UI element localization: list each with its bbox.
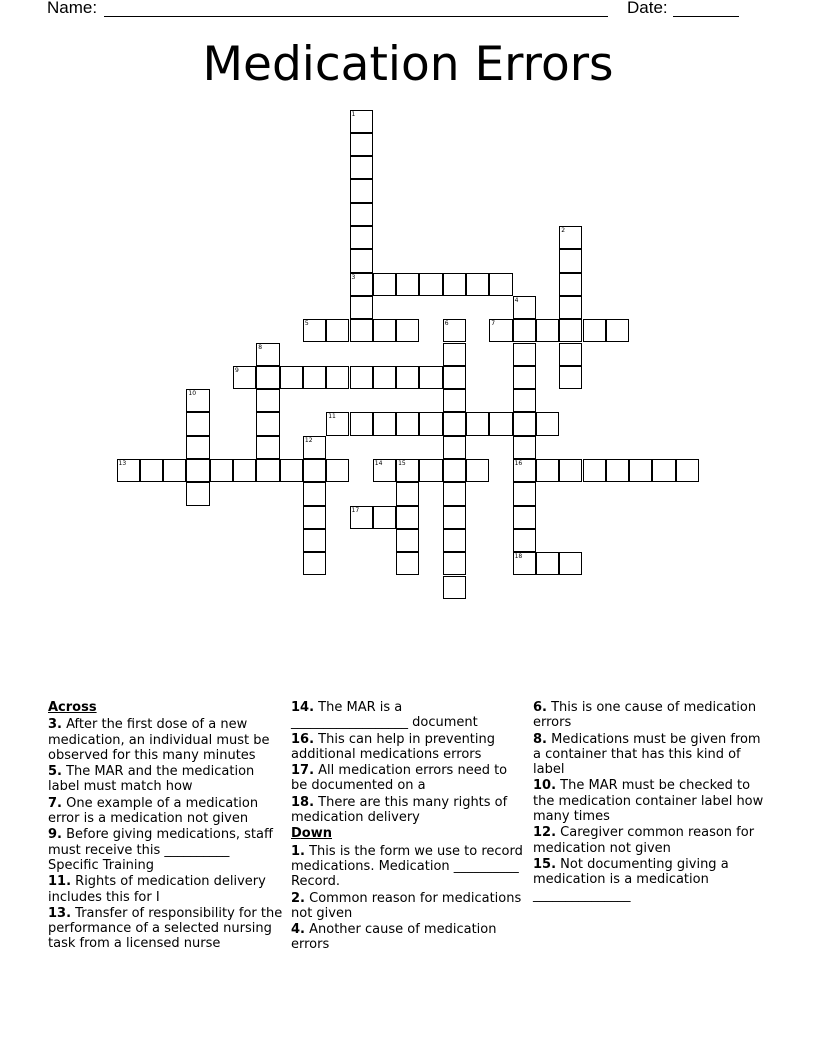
crossword-cell[interactable]: [513, 412, 536, 435]
crossword-cell[interactable]: [303, 459, 326, 482]
clue-number: 10: [188, 390, 197, 398]
crossword-cell[interactable]: [559, 459, 582, 482]
clues-column-2: [291, 700, 523, 954]
crossword-cell[interactable]: [513, 296, 536, 319]
clue-item-text: This is the form we use to record medications. Medication __________ Record.: [291, 843, 523, 890]
clue-number: 1: [351, 110, 356, 118]
clue-item-text: Common reason for medications not given: [291, 890, 522, 921]
crossword-cell[interactable]: [419, 459, 442, 482]
crossword-cell[interactable]: [303, 319, 326, 342]
clue-item: [533, 700, 769, 731]
crossword-cell[interactable]: [396, 319, 419, 342]
clue-item: [48, 764, 284, 795]
crossword-cell[interactable]: [186, 412, 209, 435]
crossword-cell[interactable]: [559, 226, 582, 249]
crossword-cell[interactable]: [489, 412, 512, 435]
crossword-cell[interactable]: [326, 412, 349, 435]
crossword-cell[interactable]: [559, 296, 582, 319]
clue-number: 11: [328, 413, 336, 421]
clue-item: [533, 778, 769, 824]
clue-item-number: 15.: [533, 856, 557, 872]
across-clue-list: [48, 717, 284, 951]
crossword-cell[interactable]: [350, 133, 373, 156]
crossword-cell[interactable]: [186, 459, 209, 482]
crossword-cell[interactable]: [326, 459, 349, 482]
clue-item-text: This can help in preventing additional medications errors: [291, 731, 496, 762]
clue-item-text: Medications must be given from a container that has this kind of label: [533, 731, 761, 778]
clue-item: [291, 844, 523, 890]
crossword-cell[interactable]: [443, 529, 466, 552]
crossword-cell[interactable]: [676, 459, 699, 482]
clue-item-text: The MAR must be checked to the medication container label how many times: [533, 778, 764, 825]
clue-number: 7: [491, 320, 496, 328]
clue-item: [291, 700, 523, 731]
clue-item-text: All medication errors need to be documented on a: [291, 763, 508, 794]
clue-item-text: The MAR is a __________________ document: [291, 700, 478, 731]
clue-number: 15: [398, 460, 406, 467]
clue-item-number: 10.: [533, 778, 557, 794]
crossword-cell[interactable]: [513, 389, 536, 412]
clue-item-text: The MAR and the medication label must match how: [48, 764, 255, 795]
clue-number: 16: [514, 460, 523, 467]
clue-item: [48, 717, 284, 763]
name-label: Name:: [47, 0, 98, 17]
clues-column-1: [48, 700, 284, 953]
crossword-cell[interactable]: [419, 366, 442, 389]
clue-item-text: Caregiver common reason for medication not given: [533, 825, 755, 856]
clue-number: 3: [351, 273, 356, 281]
crossword-cell[interactable]: [536, 412, 559, 435]
crossword-cell[interactable]: [117, 459, 140, 482]
clue-item: [533, 825, 769, 856]
clue-item-number: 3.: [48, 717, 62, 733]
clue-item-number: 5.: [48, 764, 62, 780]
crossword-cell[interactable]: [419, 412, 442, 435]
crossword-cell[interactable]: [419, 273, 442, 296]
clue-item: [291, 732, 523, 763]
date-label: Date:: [627, 0, 668, 17]
crossword-cell[interactable]: [443, 506, 466, 529]
crossword-cell[interactable]: [350, 110, 373, 133]
clue-item: [291, 763, 523, 794]
crossword-cell[interactable]: [233, 366, 256, 389]
crossword-cell[interactable]: [350, 366, 373, 389]
crossword-cell[interactable]: [163, 459, 186, 482]
crossword-cell[interactable]: [513, 366, 536, 389]
crossword-cell[interactable]: [350, 156, 373, 179]
crossword-cell[interactable]: [326, 319, 349, 342]
crossword-cell[interactable]: [233, 459, 256, 482]
crossword-cell[interactable]: [513, 436, 536, 459]
clue-item-number: 13.: [48, 905, 72, 921]
crossword-cell[interactable]: [280, 366, 303, 389]
crossword-cell[interactable]: [629, 459, 652, 482]
crossword-cell[interactable]: [559, 343, 582, 366]
crossword-cell[interactable]: [536, 459, 559, 482]
crossword-cell[interactable]: [280, 459, 303, 482]
crossword-cell[interactable]: [652, 459, 675, 482]
clue-number: 2: [561, 227, 566, 234]
crossword-cell[interactable]: [140, 459, 163, 482]
crossword-cell[interactable]: [513, 506, 536, 529]
crossword-cell[interactable]: [350, 203, 373, 226]
clue-item-number: 9.: [48, 827, 62, 843]
crossword-cell[interactable]: [559, 366, 582, 389]
clues-column-3: [533, 700, 769, 904]
crossword-cell[interactable]: [396, 366, 419, 389]
clue-item-text: One example of a medication error is a medication not given: [48, 795, 259, 827]
crossword-cell[interactable]: [326, 366, 349, 389]
crossword-cell[interactable]: [513, 459, 536, 482]
clue-item-text: After the first dose of a new medication, an individual must be observed for this many minutes: [48, 717, 270, 763]
crossword-cell[interactable]: [303, 436, 326, 459]
down-heading: Down: [291, 826, 332, 842]
down-clue-list: [291, 844, 523, 953]
clue-item: [48, 906, 284, 952]
crossword-cell[interactable]: [373, 366, 396, 389]
clue-number: 12: [304, 436, 313, 444]
crossword-cell[interactable]: [303, 482, 326, 505]
clue-item-text: Another cause of medication errors: [291, 922, 497, 953]
crossword-cell[interactable]: [350, 319, 373, 342]
crossword-cell[interactable]: [443, 576, 466, 599]
page-title: Medication Errors: [202, 37, 614, 92]
clue-number: 9: [235, 366, 239, 374]
crossword-cell[interactable]: [559, 249, 582, 272]
crossword-cell[interactable]: [536, 319, 559, 342]
clue-item-text: This is one cause of medication errors: [533, 700, 757, 731]
crossword-cell[interactable]: [350, 179, 373, 202]
clue-item-number: 1.: [291, 843, 305, 859]
clue-item-number: 6.: [533, 700, 547, 715]
clue-number: 17: [351, 506, 360, 514]
crossword-cell[interactable]: [186, 389, 209, 412]
crossword-cell[interactable]: [443, 436, 466, 459]
crossword-cell[interactable]: [303, 506, 326, 529]
clue-item: [48, 874, 284, 905]
crossword-cell[interactable]: [303, 552, 326, 575]
clue-number: 5: [304, 320, 309, 328]
crossword-cell[interactable]: [443, 552, 466, 575]
clue-item-number: 16.: [291, 731, 315, 747]
clue-item: [48, 796, 284, 827]
clue-item-number: 18.: [291, 794, 315, 810]
crossword-cell[interactable]: [513, 529, 536, 552]
crossword-cell[interactable]: [513, 552, 536, 575]
crossword-cell[interactable]: [396, 459, 419, 482]
crossword-cell[interactable]: [303, 366, 326, 389]
across-heading: Across: [48, 700, 97, 715]
crossword-cell[interactable]: [443, 343, 466, 366]
crossword-cell[interactable]: [583, 319, 606, 342]
clue-number: 14: [374, 460, 383, 467]
crossword-cell[interactable]: [373, 506, 396, 529]
crossword-cell[interactable]: [256, 389, 279, 412]
clue-number: 6: [444, 320, 449, 328]
crossword-cell[interactable]: [373, 459, 396, 482]
clue-number: 18: [514, 553, 523, 561]
clue-item-text: There are this many rights of medication delivery: [291, 794, 508, 826]
crossword-cell[interactable]: [513, 343, 536, 366]
clue-item: [291, 922, 523, 953]
crossword-cell[interactable]: [443, 412, 466, 435]
crossword-cell[interactable]: [396, 552, 419, 575]
crossword-cell[interactable]: [466, 412, 489, 435]
crossword-cell[interactable]: [350, 249, 373, 272]
crossword-cell[interactable]: [443, 319, 466, 342]
clue-item-number: 12.: [533, 825, 557, 841]
crossword-cell[interactable]: [443, 482, 466, 505]
crossword-cell[interactable]: [256, 343, 279, 366]
crossword-cell[interactable]: [559, 552, 582, 575]
crossword-cell[interactable]: [396, 482, 419, 505]
crossword-cell[interactable]: [396, 273, 419, 296]
crossword-cell[interactable]: [256, 412, 279, 435]
crossword-cell[interactable]: [350, 273, 373, 296]
crossword-cell[interactable]: [606, 459, 629, 482]
crossword-cell[interactable]: [443, 389, 466, 412]
crossword-cell[interactable]: [583, 459, 606, 482]
crossword-cell[interactable]: [606, 319, 629, 342]
clue-item: [291, 795, 523, 826]
clue-item-text: Rights of medication delivery includes this for I: [48, 874, 266, 905]
clue-item: [533, 857, 769, 903]
crossword-cell[interactable]: [256, 436, 279, 459]
clue-item-text: Not documenting giving a medication is a medication _______________: [533, 856, 729, 903]
crossword-cell[interactable]: [466, 273, 489, 296]
crossword-cell[interactable]: [443, 366, 466, 389]
clue-item-number: 2.: [291, 890, 305, 906]
crossword-cell[interactable]: [396, 412, 419, 435]
down-clue-list-continued: [533, 700, 769, 903]
crossword-cell[interactable]: [350, 226, 373, 249]
crossword-cell[interactable]: [396, 529, 419, 552]
crossword-cell[interactable]: [443, 273, 466, 296]
crossword-cell[interactable]: [536, 552, 559, 575]
clue-item-text: Before giving medications, staff must receive this __________ Specific Training: [48, 827, 273, 873]
crossword-cell[interactable]: [559, 319, 582, 342]
crossword-cell[interactable]: [489, 319, 512, 342]
across-clue-list-continued: [291, 700, 523, 825]
crossword-cell[interactable]: [373, 319, 396, 342]
clue-item-number: 11.: [48, 874, 72, 890]
clue-number: 13: [118, 460, 127, 467]
crossword-cell[interactable]: [303, 529, 326, 552]
clue-number: 4: [514, 296, 519, 304]
crossword-cell[interactable]: [256, 366, 279, 389]
crossword-cell[interactable]: [186, 482, 209, 505]
clue-item: [291, 891, 523, 922]
crossword-cell[interactable]: [373, 273, 396, 296]
crossword-cell[interactable]: [350, 296, 373, 319]
clue-item-number: 14.: [291, 700, 315, 715]
crossword-cell[interactable]: [466, 459, 489, 482]
clue-item: [48, 827, 284, 873]
clue-item-number: 4.: [291, 922, 305, 938]
clue-item-number: 8.: [533, 731, 547, 747]
clue-item: [533, 732, 769, 778]
clue-item-text: Transfer of responsibility for the performance of a selected nursing task from a licensed nurse: [48, 905, 283, 952]
crossword-cell[interactable]: [489, 273, 512, 296]
crossword-cell[interactable]: [396, 506, 419, 529]
clue-item-number: 7.: [48, 795, 62, 811]
crossword-cell[interactable]: [513, 319, 536, 342]
crossword-cell[interactable]: [350, 506, 373, 529]
crossword-cell[interactable]: [186, 436, 209, 459]
crossword-cell[interactable]: [256, 459, 279, 482]
crossword-cell[interactable]: [373, 412, 396, 435]
crossword-cell[interactable]: [443, 459, 466, 482]
crossword-cell[interactable]: [210, 459, 233, 482]
crossword-cell[interactable]: [350, 412, 373, 435]
crossword-cell[interactable]: [559, 273, 582, 296]
crossword-cell[interactable]: [513, 482, 536, 505]
clue-number: 8: [258, 343, 263, 351]
clue-item-number: 17.: [291, 763, 315, 779]
